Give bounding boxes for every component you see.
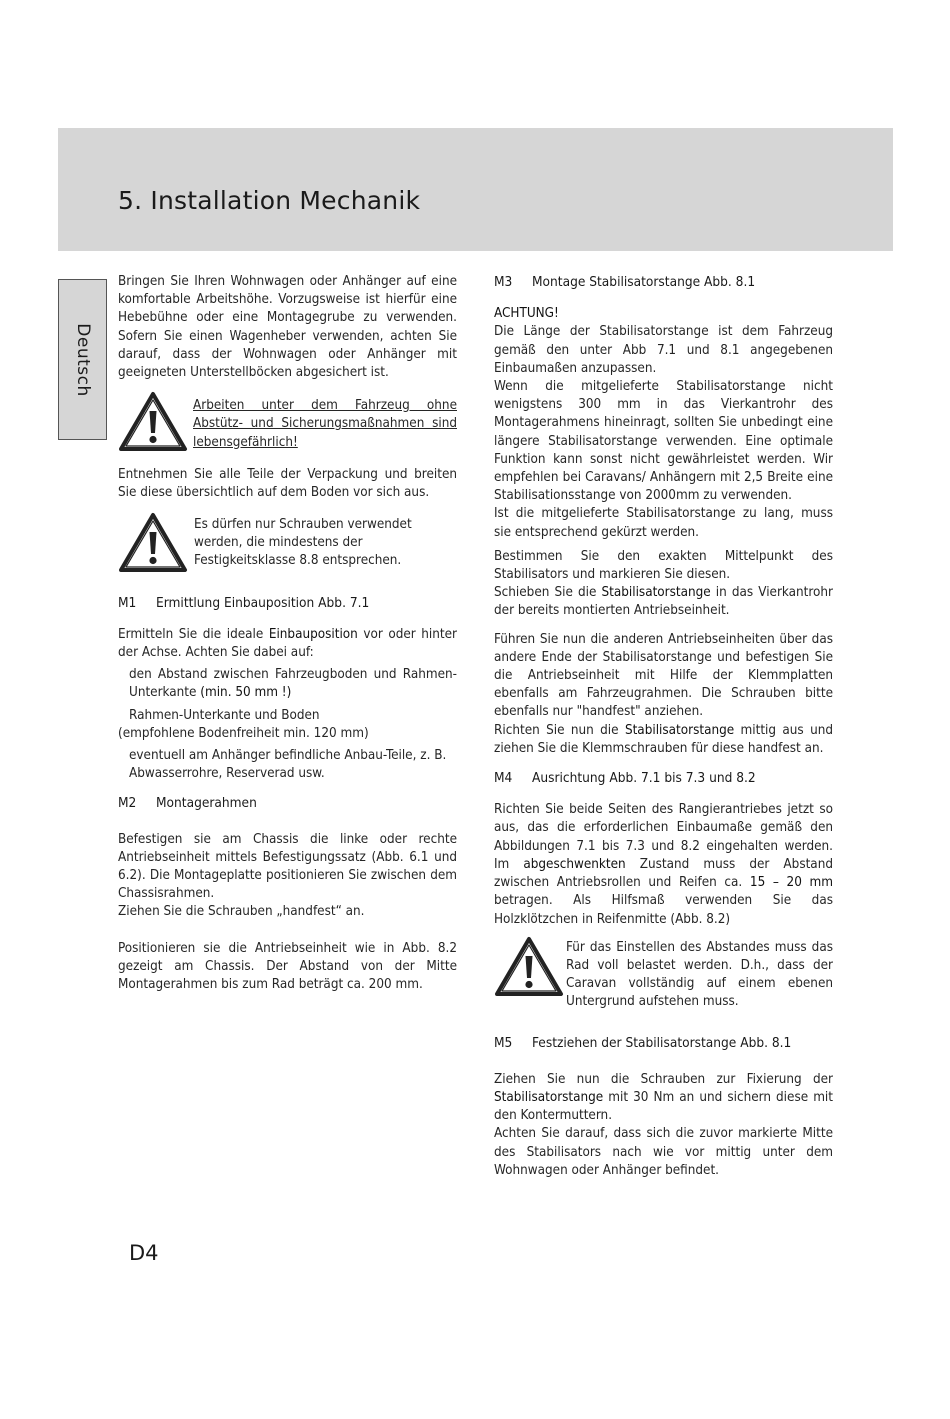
warning-triangle-icon bbox=[494, 936, 564, 998]
m5-paragraph-2: Achten Sie darauf, dass sich die zuvor markierte Mitte des Stabilisators nach wie vor mittig unter dem Wohnwagen oder Anhänger befindet. bbox=[494, 1126, 833, 1178]
text: in das Vierkantrohr der bereits montierten Antriebseinheit. bbox=[494, 585, 833, 619]
section-title: Ermittlung Einbauposition Abb. 7.1 bbox=[156, 594, 370, 611]
text: mittig aus und ziehen Sie die Klemmschrauben für diese handfest an. bbox=[494, 722, 833, 756]
m2-paragraph-1: Befestigen sie am Chassis die linke oder rechte Antriebseinheit mittels Befestigungssatz (Abb. 6.1 und 6.2). Die Montageplatte positionieren Sie zwischen dem Chassisrahmen. bbox=[118, 831, 457, 902]
text: vor oder hinter der Achse. Achten Sie dabei auf: bbox=[118, 626, 457, 661]
section-number: M5 bbox=[494, 1034, 513, 1051]
warning-triangle-icon bbox=[118, 391, 188, 453]
keyword: 15 – 20 mm bbox=[749, 875, 833, 891]
section-number: M4 bbox=[494, 770, 513, 787]
m1-paragraph bbox=[118, 626, 457, 662]
page-title: 5. Installation Mechanik bbox=[118, 186, 421, 215]
section-heading-m4 bbox=[494, 769, 833, 787]
section-heading-m1 bbox=[118, 594, 457, 612]
text: Ermitteln Sie die ideale bbox=[118, 626, 269, 642]
text: Schieben Sie die bbox=[494, 585, 602, 601]
m2-paragraph-2: Positionieren sie die Antriebseinheit wie in Abb. 8.2 gezeigt am Chassis. Der Abstand von der Mitte Montagerahmen bis zum Rad beträgt ca. 200 mm. bbox=[118, 940, 457, 993]
warning-text-3: Für das Einstellen des Abstandes muss das Rad voll belastet werden. D.h., dass der Caravan vollständig auf einem ebenen Untergrund aufstehen muss. bbox=[566, 939, 833, 1010]
warning-text-1: Arbeiten unter dem Fahrzeug ohne Abstütz- und Sicherungsmaßnahmen sind lebensgefährlich! bbox=[193, 398, 457, 450]
text: Richten Sie nun die bbox=[494, 722, 625, 738]
m3-paragraph-4: Bestimmen Sie den exakten Mittelpunkt des Stabilisators und markieren Sie diesen. bbox=[494, 548, 833, 583]
text: mit 30 Nm an und sichern diese mit den Kontermuttern. bbox=[494, 1089, 833, 1124]
list-item-note: (empfohlene Bodenfreiheit min. 120 mm) bbox=[118, 725, 369, 741]
section-number: M2 bbox=[118, 795, 137, 812]
m3-paragraph-7 bbox=[494, 722, 833, 758]
warning-text-2: Es dürfen nur Schrauben verwendet werden, die mindestens der Festigkeitsklasse 8.8 entsprechen. bbox=[194, 516, 412, 569]
keyword: Stabilisatorstange bbox=[494, 1089, 604, 1105]
text: Richten Sie beide Seiten des Rangierantriebes jetzt so aus, das die erforderlichen Einbaumaße gemäß den Abbildungen 7.1 bis 7.3 und 8.2 eingehalten werden. Im bbox=[494, 802, 833, 872]
unpack-paragraph: Entnehmen Sie alle Teile der Verpackung und breiten Sie diese übersichtlich auf dem Boden vor sich aus. bbox=[118, 467, 457, 501]
text: den Abstand zwischen Fahrzeugboden und Rahmen-Unterkante bbox=[129, 667, 457, 701]
warning-block-2 bbox=[118, 516, 457, 574]
keyword: Stabilisatorstange bbox=[601, 585, 711, 601]
section-title: Ausrichtung Abb. 7.1 bis 7.3 und 8.2 bbox=[532, 770, 756, 787]
section-heading-m5 bbox=[494, 1034, 833, 1052]
keyword: Stabilisatorstange bbox=[624, 722, 735, 738]
language-tab bbox=[58, 279, 107, 440]
section-title: Festziehen der Stabilisatorstange Abb. 8.1 bbox=[532, 1034, 792, 1051]
warning-block-3 bbox=[494, 939, 833, 1012]
warning-block-1 bbox=[118, 397, 457, 453]
header-band bbox=[58, 128, 893, 251]
section-heading-m2 bbox=[118, 794, 457, 812]
warning-triangle-icon bbox=[118, 512, 188, 574]
language-tab-label: Deutsch bbox=[72, 322, 93, 397]
m3-paragraph-2: Wenn die mitgelieferte Stabilisatorstange nicht wenigstens 300 mm in das Vierkantrohr des Montagerahmens hineinragt, sollten Sie unbedingt eine längere Stabilisatorstange verwenden. Eine optimale Funktion kann sonst nicht gewährleistet werden. Wir empfehlen bei Caravans/ Anhängern mit 2,5 Breite eine Stabilisationsstange von 2000mm zu verwenden. bbox=[494, 379, 833, 504]
keyword: abgeschwenkten bbox=[523, 856, 626, 872]
m3-paragraph-1: Die Länge der Stabilisatorstange ist dem Fahrzeug gemäß den unter Abb 7.1 und 8.1 angegebenen Einbaumaßen anzupassen. bbox=[494, 324, 833, 376]
list-item: Rahmen-Unterkante und Boden bbox=[129, 707, 320, 723]
text: Ziehen Sie nun die Schrauben zur Fixierung der bbox=[494, 1071, 833, 1087]
section-number: M1 bbox=[118, 594, 137, 611]
page-number: D4 bbox=[129, 1241, 159, 1265]
right-column bbox=[494, 273, 833, 1180]
left-column bbox=[118, 273, 457, 994]
text: Zustand muss der Abstand zwischen Antriebsrollen und Reifen ca. bbox=[494, 856, 833, 891]
keyword: (min. 50 mm !) bbox=[200, 685, 292, 701]
m4-paragraph bbox=[494, 801, 833, 928]
m2-paragraph-1b: Ziehen Sie die Schrauben „handfest“ an. bbox=[118, 904, 365, 920]
keyword: Einbauposition bbox=[268, 626, 358, 642]
section-number: M3 bbox=[494, 274, 513, 290]
m3-paragraph-6: Führen Sie nun die anderen Antriebseinheiten über das andere Ende der Stabilisatorstange und befestigen Sie die Antriebseinheit mit Hilfe der Klemmplatten ebenfalls am Fahrzeugrahmen. Die Schrauben bitte ebenfalls nur "handfest" anziehen. bbox=[494, 631, 833, 720]
m3-paragraph-3: Ist die mitgelieferte Stabilisatorstange zu lang, muss sie entsprechend gekürzt werden. bbox=[494, 506, 833, 540]
section-title: Montagerahmen bbox=[156, 795, 257, 812]
m3-paragraph-5 bbox=[494, 584, 833, 620]
text: betragen. Als Hilfsmaß verwenden Sie das Holzklötzchen in Reifenmitte (Abb. 8.2) bbox=[494, 893, 833, 927]
section-heading-m3 bbox=[494, 273, 833, 291]
list-item bbox=[118, 666, 457, 702]
section-title: Montage Stabilisatorstange Abb. 8.1 bbox=[532, 274, 756, 290]
list-item: eventuell am Anhänger befindliche Anbau-Teile, z. B. Abwasserrohre, Reserverad usw. bbox=[129, 748, 447, 782]
intro-paragraph: Bringen Sie Ihren Wohnwagen oder Anhänger auf eine komfortable Arbeitshöhe. Vorzugsweise ist hierfür eine Hebebühne oder eine Montagegrube zu verwenden. Sofern Sie einen Wagenheber verwenden, achten Sie darauf, dass der Wohnwagen oder Anhänger mit geeigneten Unterstellböcken abgesichert ist. bbox=[118, 274, 457, 381]
attention-label: ACHTUNG! bbox=[494, 306, 559, 322]
m5-paragraph-1 bbox=[494, 1071, 833, 1126]
